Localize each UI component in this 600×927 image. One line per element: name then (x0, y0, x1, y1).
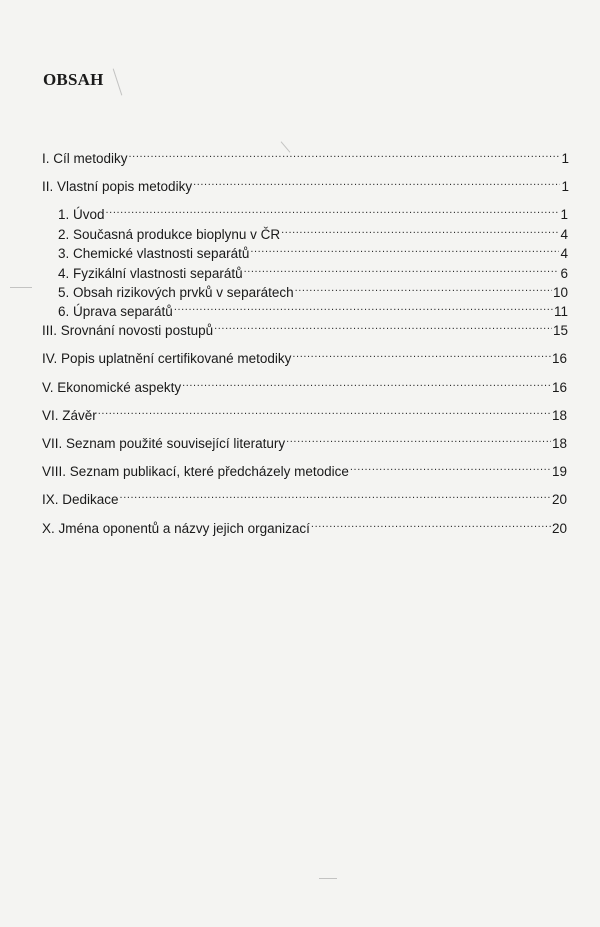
toc-entry-page: 15 (552, 323, 568, 338)
toc-entry-page: 1 (560, 207, 568, 222)
toc-leader-dots (106, 203, 560, 219)
toc-entry[interactable] (42, 376, 567, 396)
toc-entry-title: 4. Fyzikální vlastnosti separátů (58, 266, 243, 281)
toc-leader-dots (98, 404, 551, 420)
toc-leader-dots (250, 242, 559, 258)
toc-entry-title: 6. Úprava separátů (58, 304, 173, 319)
toc-entry[interactable] (42, 175, 569, 195)
toc-leader-dots (129, 147, 561, 163)
toc-entry-page: 18 (551, 408, 567, 423)
toc-entry[interactable] (42, 147, 569, 167)
toc-entry-title: V. Ekonomické aspekty (42, 380, 182, 395)
toc-leader-dots (182, 376, 551, 392)
toc-entry-title: X. Jména oponentů a názvy jejich organizací (42, 521, 310, 536)
toc-entry-title: VIII. Seznam publikací, které předcházely metodice (42, 464, 349, 479)
toc-entry-page: 16 (551, 380, 567, 395)
toc-leader-dots (281, 223, 559, 239)
toc-entry-page: 20 (551, 521, 567, 536)
toc-entry[interactable] (58, 203, 568, 223)
toc-entry-title: I. Cíl metodiky (42, 151, 128, 166)
toc-leader-dots (350, 460, 551, 476)
toc-entry-page: 16 (551, 351, 567, 366)
toc-entry-title: VII. Seznam použité související literatury (42, 436, 286, 451)
toc-entry-title: IV. Popis uplatnění certifikované metodiky (42, 351, 292, 366)
toc-leader-dots (174, 300, 553, 316)
toc-entry-page: 20 (551, 492, 567, 507)
toc-entry-page: 19 (551, 464, 567, 479)
toc-entry[interactable] (42, 404, 567, 424)
toc-leader-dots (295, 281, 552, 297)
toc-entry-page: 11 (553, 304, 568, 319)
toc-leader-dots (214, 319, 552, 335)
toc-entry[interactable] (42, 517, 567, 537)
toc-entry-title: II. Vlastní popis metodiky (42, 179, 193, 194)
toc-entry[interactable] (58, 300, 568, 320)
toc-entry[interactable] (42, 319, 568, 339)
toc-leader-dots (244, 262, 560, 278)
toc-entry-title: VI. Závěr (42, 408, 97, 423)
toc-entry-page: 10 (552, 285, 568, 300)
scan-artifact (319, 878, 337, 879)
toc-entry-title: III. Srovnání novosti postupů (42, 323, 214, 338)
toc-entry-title: 3. Chemické vlastnosti separátů (58, 246, 250, 261)
toc-entry-title: 2. Současná produkce bioplynu v ČR (58, 227, 281, 242)
toc-leader-dots (311, 517, 551, 533)
toc-entry[interactable] (42, 488, 567, 508)
scan-artifact (10, 287, 32, 288)
toc-entry-title: 5. Obsah rizikových prvků v separátech (58, 285, 294, 300)
toc-leader-dots (292, 347, 551, 363)
toc-entry[interactable] (42, 432, 567, 452)
toc-entry-page: 18 (551, 436, 567, 451)
toc-entry-page: 6 (560, 266, 568, 281)
toc-entry[interactable] (42, 460, 567, 480)
toc-entry[interactable] (58, 262, 568, 282)
toc-entry-title: 1. Úvod (58, 207, 105, 222)
toc-entry-page: 1 (561, 151, 569, 166)
toc-entry[interactable] (58, 242, 568, 262)
toc-entry[interactable] (42, 347, 567, 367)
toc-entry-title: IX. Dedikace (42, 492, 119, 507)
toc-leader-dots (286, 432, 551, 448)
toc-entry[interactable] (58, 281, 568, 301)
toc-leader-dots (193, 175, 560, 191)
page-title: OBSAH (43, 70, 104, 89)
toc-entry-page: 4 (560, 246, 568, 261)
toc-leader-dots (120, 488, 551, 504)
toc-entry-page: 1 (561, 179, 569, 194)
toc-entry[interactable] (58, 223, 568, 243)
toc-entry-page: 4 (560, 227, 568, 242)
